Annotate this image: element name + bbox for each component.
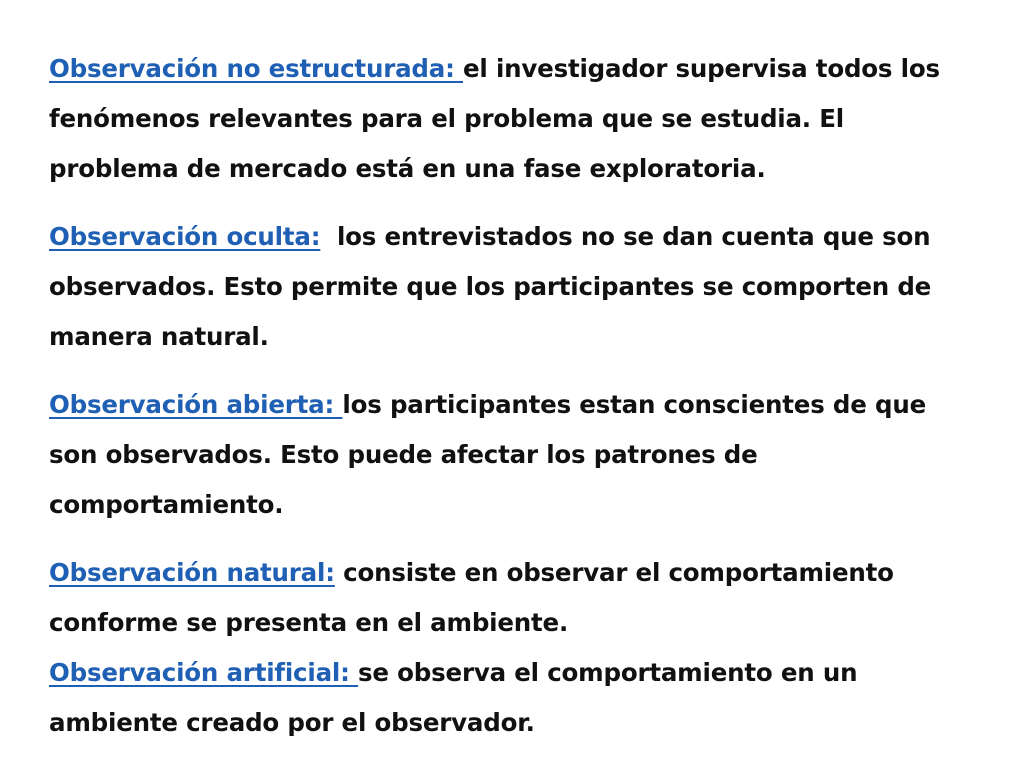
paragraph-open-observation — [49, 380, 979, 530]
term-open-observation: Observación abierta: — [49, 390, 343, 419]
slide-content — [49, 44, 979, 748]
paragraph-artificial-observation — [49, 648, 979, 748]
definition-unstructured-observation: el investigador supervisa todos los fenómenos relevantes para el problema que se estudia. El problema de mercado está en una fase exploratoria. — [49, 54, 940, 183]
term-natural-observation: Observación natural: — [49, 558, 335, 587]
paragraph-unstructured-observation — [49, 44, 979, 194]
definition-open-observation: los participantes estan conscientes de que son observados. Esto puede afectar los patrones de comportamiento. — [49, 390, 926, 519]
term-unstructured-observation: Observación no estructurada: — [49, 54, 464, 83]
definition-natural-observation: consiste en observar el comportamiento conforme se presenta en el ambiente. — [49, 558, 894, 637]
term-artificial-observation: Observación artificial: — [49, 658, 359, 687]
term-hidden-observation: Observación oculta: — [49, 222, 321, 251]
definition-artificial-observation: se observa el comportamiento en un ambiente creado por el observador. — [49, 658, 858, 737]
definition-hidden-observation: los entrevistados no se dan cuenta que son observados. Esto permite que los participantes se comporten de manera natural. — [49, 222, 940, 351]
paragraph-natural-observation — [49, 548, 979, 648]
paragraph-hidden-observation — [49, 212, 979, 362]
